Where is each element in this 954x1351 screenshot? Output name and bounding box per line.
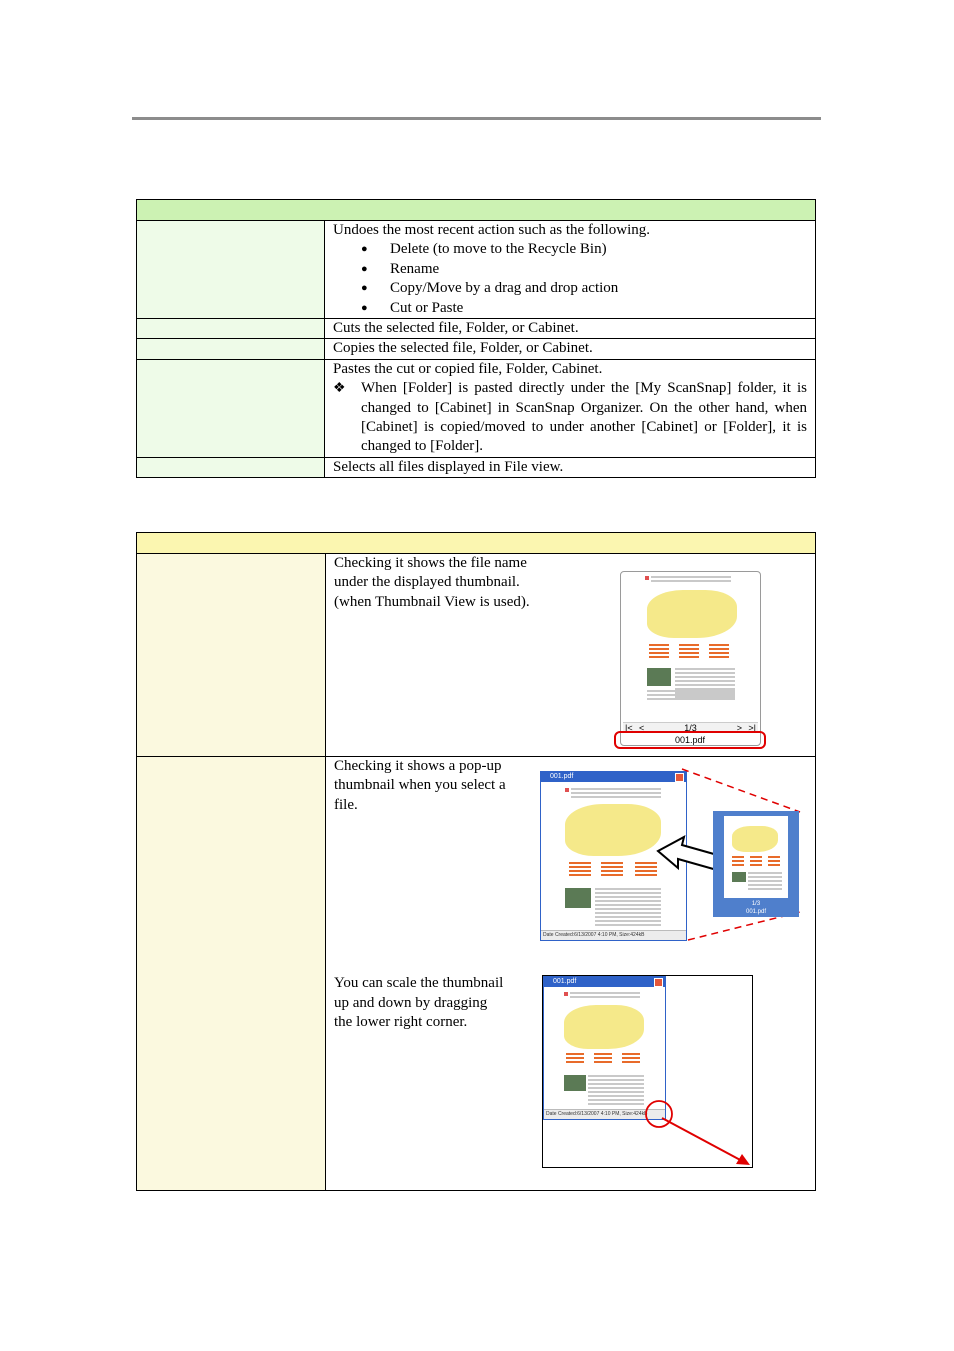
world-map-graphic bbox=[732, 826, 778, 852]
small-file-name: 001.pdf bbox=[745, 909, 767, 915]
undo-bullet-list bbox=[333, 240, 807, 318]
thumbnail-preview bbox=[620, 571, 761, 746]
photo-graphic bbox=[647, 668, 671, 686]
paste-description: Pastes the cut or copied file, Folder, Cabinet. bbox=[333, 360, 603, 377]
first-page-icon: |< bbox=[625, 723, 633, 733]
list-item: ● Rename bbox=[361, 260, 807, 279]
prev-page-icon: < bbox=[639, 723, 645, 733]
row-label-undo bbox=[137, 221, 325, 319]
text-line: thumbnail when you select a bbox=[334, 777, 506, 794]
edit-table-header bbox=[137, 200, 816, 221]
popup-title: 001.pdf bbox=[550, 773, 574, 780]
popup-title-bar bbox=[544, 977, 665, 987]
popup-status-bar: Date Created:6/13/2007 4:10 PM, Size:424kB bbox=[541, 930, 686, 940]
row-desc-cut: Cuts the selected file, Folder, or Cabinet. bbox=[325, 319, 816, 339]
world-map-graphic bbox=[565, 804, 661, 856]
popup-status-bar: Date Created:6/13/2007 4:10 PM, Size:424kB bbox=[544, 1109, 665, 1119]
popup-title: 001.pdf bbox=[553, 978, 577, 985]
row-desc-undo bbox=[325, 221, 816, 319]
text-line: You can scale the thumbnail bbox=[334, 975, 504, 992]
text-line: Checking it shows the file name bbox=[334, 555, 527, 571]
close-icon[interactable] bbox=[654, 978, 663, 987]
last-page-icon: >| bbox=[748, 723, 756, 733]
text-line: up and down by dragging bbox=[334, 994, 488, 1011]
row-desc-copy: Copies the selected file, Folder, or Cabinet. bbox=[325, 339, 816, 359]
paste-note-text: When [Folder] is pasted directly under the [My ScanSnap] folder, it is changed to [Cabinet] in ScanSnap Organizer. On the other hand, when [Cabinet] is copied/moved to under another [Cabinet] or [Folder], it is changed to [Folder]. bbox=[361, 380, 807, 455]
thumbnail-file-name: 001.pdf bbox=[674, 735, 706, 745]
row-label-cut bbox=[137, 319, 325, 339]
text-line: (when Thumbnail View is used). bbox=[334, 593, 530, 610]
row-desc-select-all: Selects all files displayed in File view. bbox=[325, 457, 816, 477]
edit-menu-table bbox=[136, 199, 816, 478]
list-item: ● Cut or Paste bbox=[361, 299, 807, 318]
row-desc-paste bbox=[325, 359, 816, 457]
text-line: the lower right corner. bbox=[334, 1014, 468, 1031]
photo-graphic bbox=[565, 888, 591, 908]
text-line: Checking it shows a pop-up bbox=[334, 758, 502, 774]
view-table-header bbox=[137, 533, 816, 554]
row-label-popup-thumbnail bbox=[137, 757, 326, 1191]
top-rule bbox=[132, 117, 821, 120]
row-label-show-file-name bbox=[137, 554, 326, 757]
photo-graphic bbox=[732, 872, 746, 882]
undo-description: Undoes the most recent action such as the following. bbox=[333, 222, 651, 238]
photo-graphic bbox=[564, 1075, 586, 1091]
small-page-navigation: 1/3 bbox=[751, 901, 761, 907]
diamond-bullet-icon: ❖ bbox=[333, 381, 346, 397]
row-label-copy bbox=[137, 339, 325, 359]
next-page-icon: > bbox=[736, 723, 742, 733]
world-map-graphic bbox=[564, 1005, 644, 1049]
paste-note bbox=[333, 379, 807, 457]
row-label-paste bbox=[137, 359, 325, 457]
row-label-select-all bbox=[137, 457, 325, 477]
list-item: ● Copy/Move by a drag and drop action bbox=[361, 279, 807, 298]
page-indicator: 1/3 bbox=[684, 723, 697, 733]
resize-handle-highlight bbox=[646, 1101, 672, 1127]
resize-callout-graphic bbox=[640, 1098, 756, 1170]
list-item: ● Delete (to move to the Recycle Bin) bbox=[361, 240, 807, 259]
small-thumbnail bbox=[713, 811, 799, 917]
world-map-graphic bbox=[647, 590, 737, 638]
file-name-highlight bbox=[614, 731, 766, 749]
text-line: under the displayed thumbnail. bbox=[334, 574, 520, 591]
text-line: file. bbox=[334, 796, 358, 813]
